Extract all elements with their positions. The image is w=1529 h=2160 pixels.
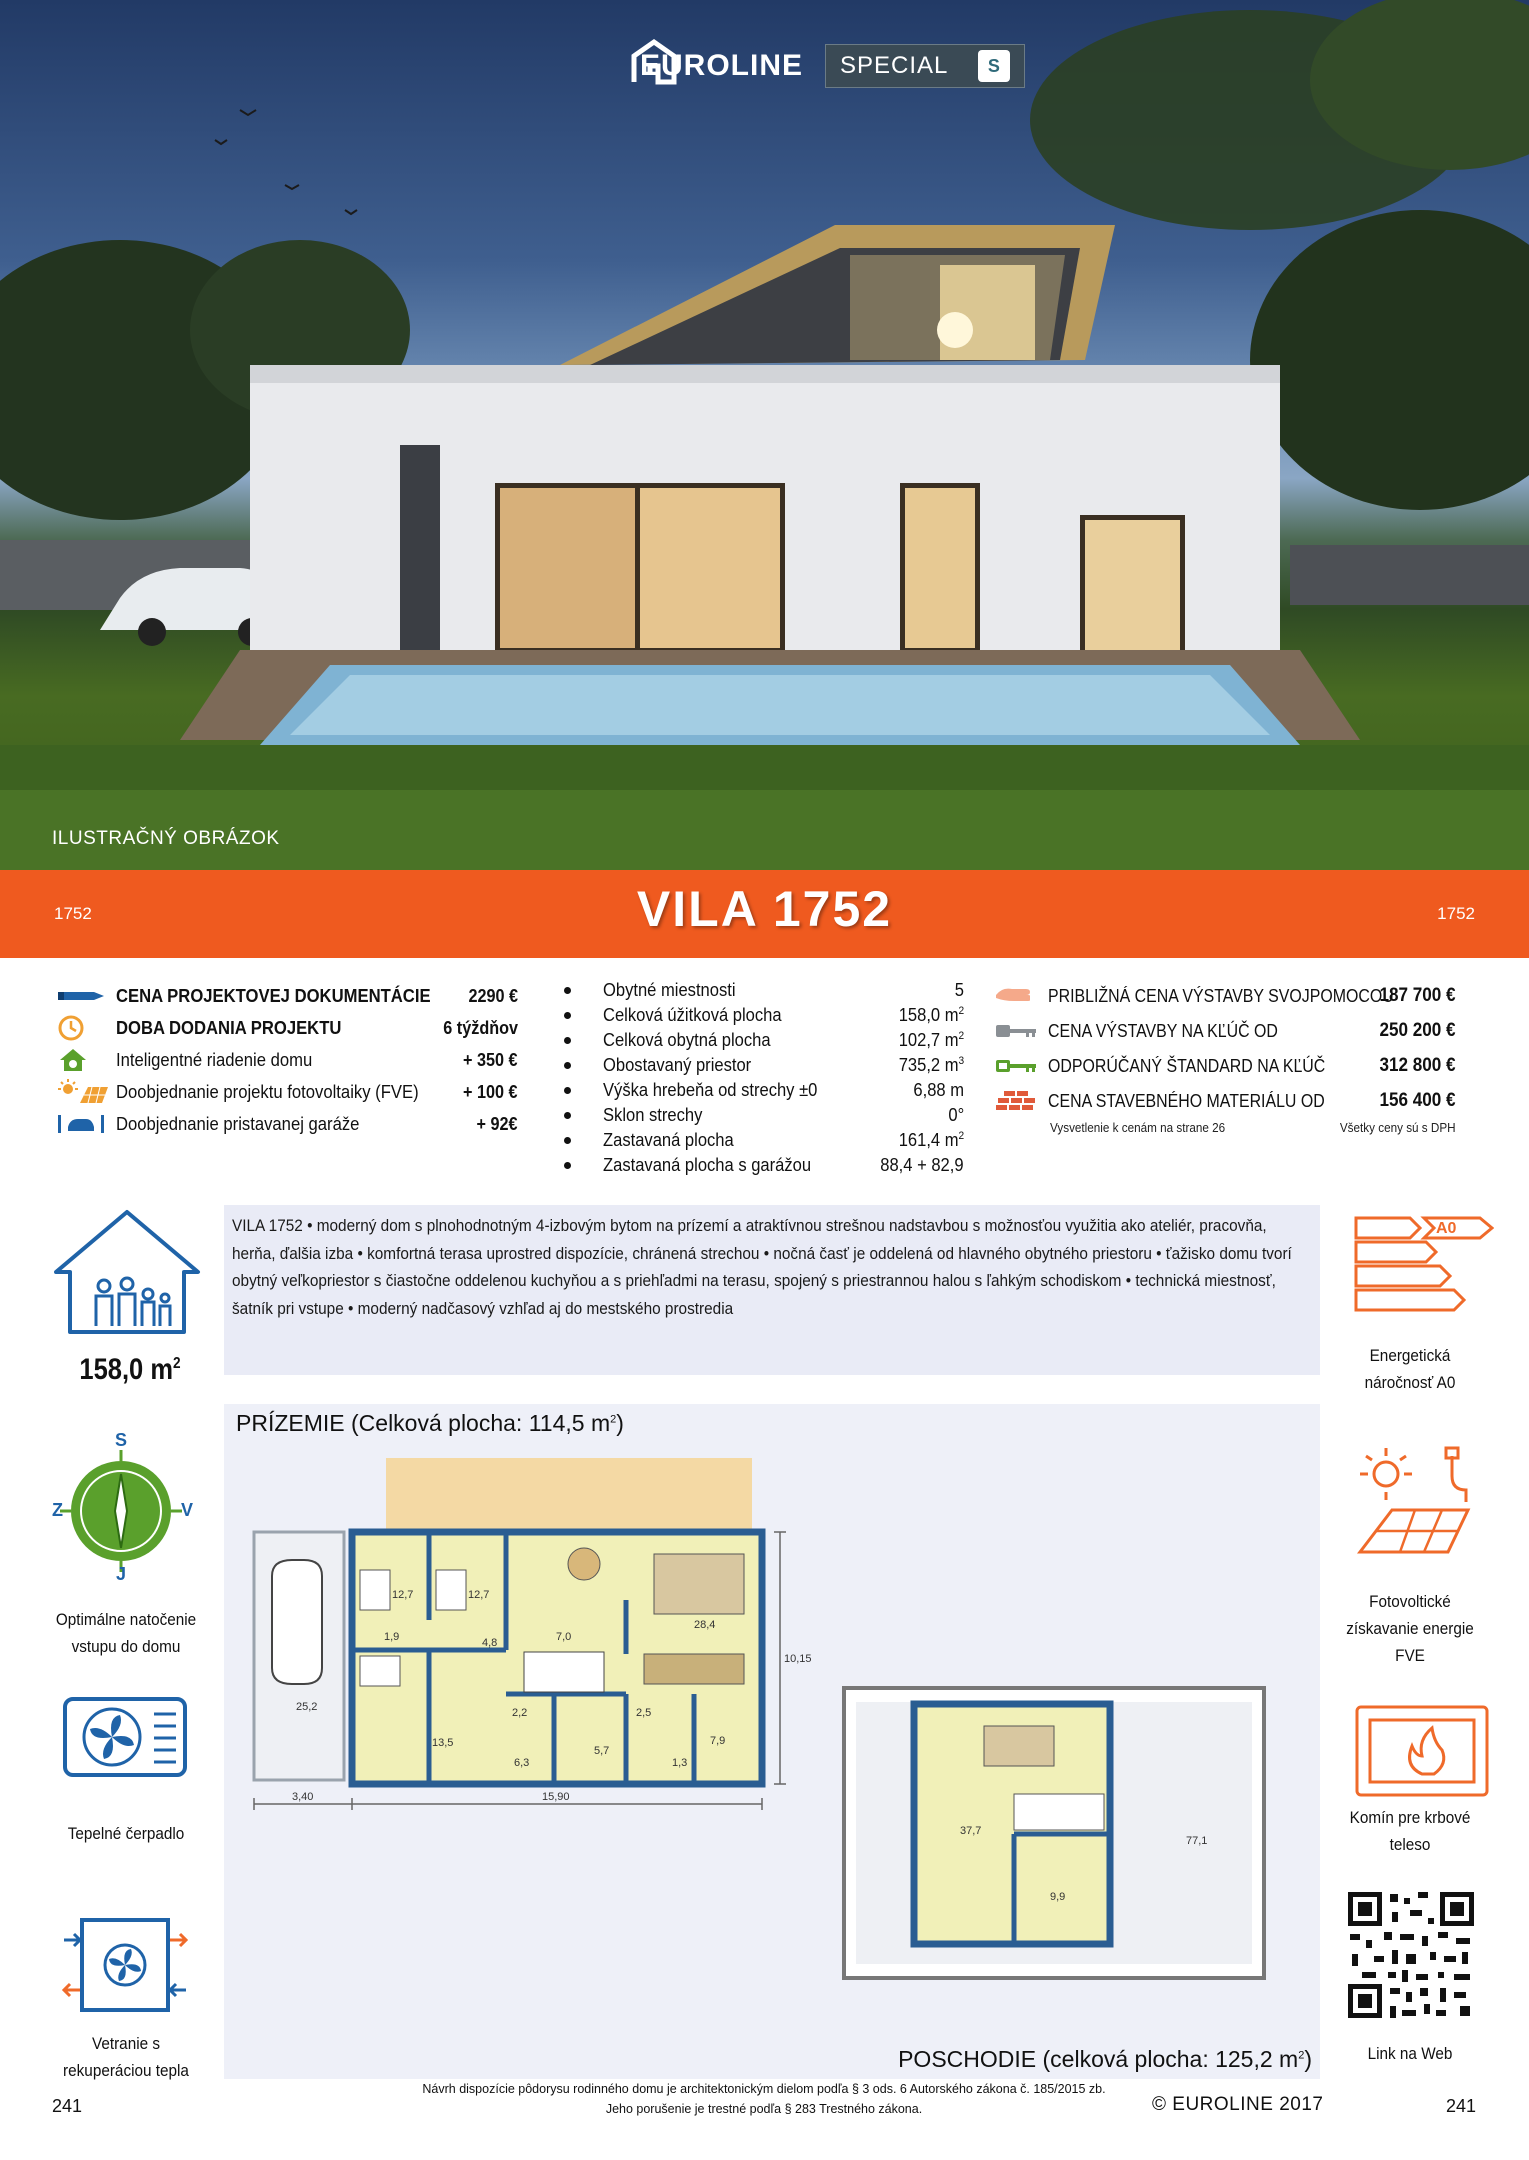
- ventilation-caption: Vetranie s rekuperáciou tepla: [63, 2034, 189, 2080]
- room-area: 2,5: [636, 1707, 652, 1719]
- room-area: 1,9: [384, 1631, 400, 1643]
- hero-image: [0, 0, 1529, 870]
- cost-row: [996, 978, 1456, 1013]
- cost-explanation-note: Vysvetlenie k cenám na strane 26: [1050, 1120, 1226, 1135]
- price-label: Doobjednanie projektu fotovoltaiky (FVE): [116, 1081, 419, 1102]
- title-band: [0, 870, 1529, 958]
- cost-label: ODPORÚČANÝ ŠTANDARD NA KĽÚČ: [1048, 1054, 1326, 1076]
- upper-floor-title: POSCHODIE (celková plocha: 125,2 $m^2$): [898, 2046, 1312, 2072]
- cost-row: [996, 1048, 1456, 1083]
- special-badge: [825, 44, 1025, 88]
- param-label: Sklon strechy: [603, 1105, 703, 1125]
- room-area: 4,8: [482, 1637, 498, 1649]
- description-box: [224, 1205, 1320, 1375]
- house-parameters: [556, 978, 964, 1178]
- recuperation-icon: [62, 1910, 188, 2020]
- cost-value: 250 200 €: [1379, 1019, 1456, 1041]
- room-area: 77,1: [1186, 1835, 1208, 1847]
- compass-north: S: [115, 1430, 128, 1450]
- param-row: [556, 1078, 964, 1103]
- param-value: 6,88 m: [913, 1080, 964, 1100]
- price-label: DOBA DODANIA PROJEKTU: [116, 1017, 342, 1038]
- room-area: 7,0: [556, 1631, 572, 1643]
- hand-icon: [996, 983, 1048, 1009]
- smart-home-icon: [58, 1047, 116, 1073]
- cost-value: 312 800 €: [1379, 1054, 1456, 1076]
- param-row: [556, 1153, 964, 1178]
- param-label: Obytné miestnosti: [603, 980, 736, 1000]
- floor-plans: [224, 1404, 1320, 2079]
- house-illustration: [0, 0, 1529, 870]
- param-value: 102,7 m: [898, 1030, 959, 1050]
- param-value: 158,0 m: [898, 1005, 959, 1025]
- param-row: [556, 978, 964, 1003]
- room-area: 1,3: [672, 1757, 688, 1769]
- room-area: 2,2: [512, 1707, 528, 1719]
- param-row: Zastavaná plocha 161,4 $m^2$: [556, 1128, 964, 1153]
- key-green-icon: [996, 1053, 1048, 1079]
- param-value: 735,2 m: [898, 1055, 959, 1075]
- dimension-label: 15,90: [542, 1791, 570, 1803]
- cost-label: CENA VÝSTAVBY NA KĽÚČ OD: [1048, 1019, 1278, 1041]
- room-area: 13,5: [432, 1737, 454, 1749]
- energy-class-label: A0: [1436, 1220, 1457, 1237]
- heat-pump-icon: [62, 1696, 188, 1778]
- cost-label: CENA STAVEBNÉHO MATERIÁLU OD: [1048, 1089, 1325, 1111]
- page-number-right: 241: [1446, 2096, 1477, 2116]
- price-row: [58, 1012, 518, 1044]
- price-label: Inteligentné riadenie domu: [116, 1049, 313, 1070]
- construction-cost-table: [996, 978, 1456, 1140]
- price-value: 6 týždňov: [443, 1017, 518, 1038]
- room-area: 6,3: [514, 1757, 530, 1769]
- dimension-label: 3,40: [292, 1791, 314, 1803]
- fireplace-caption: Komín pre krbové teleso: [1349, 1808, 1471, 1854]
- param-row: Celková obytná plocha 102,7 $m^2$: [556, 1028, 964, 1053]
- cost-value: 187 700 €: [1379, 984, 1456, 1006]
- qr-caption[interactable]: Link na Web: [1367, 2044, 1453, 2063]
- room-area: 7,9: [710, 1735, 726, 1747]
- param-value: 88,4 + 82,9: [880, 1155, 964, 1175]
- cost-value: 156 400 €: [1379, 1089, 1456, 1111]
- param-label: Zastavaná plocha s garážou: [603, 1155, 812, 1175]
- page-number-left: 241: [52, 2096, 83, 2116]
- copyright-note: [300, 2079, 1228, 2119]
- description-text: VILA 1752 • moderný dom s plnohodnotným 4-izbovým bytom na prízemí a atraktívnou strešnou nadstavbou s možnosťou využitia ako ateliér, pracovňa, herňa, ďalšia izba • komfortná terasa uprostred dispozície, chránená strechou • nočná časť je oddelená od hlavného obytného priestoru • ťažisko domu tvorí obytný veľkopriestor s čiastočne oddelenou kuchyňou a s priehľadmi na terasu, spojený s priestrannou halou s ľahkým schodiskom • technická miestnosť, šatník pri vstupe • moderný nadčasový vzhľad aj do mestského prostredia: [232, 1217, 1292, 1318]
- param-label: Zastavaná plocha: [603, 1130, 734, 1150]
- price-label: Doobjednanie pristavanej garáže: [116, 1113, 360, 1134]
- ground-floor-title: PRÍZEMIE (Celková plocha: 114,5 $m^2$): [236, 1410, 624, 1436]
- brand-name: EUROLINE: [640, 49, 804, 82]
- energy-caption: Energetická náročnosť A0: [1364, 1346, 1456, 1392]
- project-code-right: 1752: [1437, 904, 1475, 923]
- param-label: Celková obytná plocha: [603, 1030, 771, 1050]
- pencil-icon: [58, 983, 116, 1009]
- room-area: 9,9: [1050, 1891, 1066, 1903]
- solar-panel-icon: [58, 1079, 116, 1105]
- param-value: 0°: [948, 1105, 964, 1125]
- price-row: [58, 1076, 518, 1108]
- photovoltaic-caption: Fotovoltické získavanie energie FVE: [1346, 1592, 1474, 1665]
- clock-icon: [58, 1015, 116, 1041]
- room-area: 37,7: [960, 1825, 982, 1837]
- cost-row: [996, 1083, 1456, 1118]
- compass-south: J: [116, 1564, 127, 1584]
- special-s-icon: S: [978, 50, 1010, 82]
- compass-west: Z: [52, 1500, 63, 1520]
- cost-label: PRIBLIŽNÁ CENA VÝSTAVBY SVOJPOMOCOU: [1048, 984, 1394, 1006]
- special-label: SPECIAL: [840, 52, 949, 79]
- floor-plan-drawing: [224, 1404, 1320, 2079]
- photovoltaic-icon: [1352, 1446, 1492, 1556]
- project-code-left: 1752: [54, 904, 92, 923]
- price-value: 2290 €: [468, 985, 518, 1006]
- key-grey-icon: [996, 1018, 1048, 1044]
- dimension-label: 10,15: [784, 1653, 812, 1665]
- illustration-caption: ILUSTRAČNÝ OBRÁZOK: [52, 828, 280, 849]
- house-logo-icon: [630, 38, 678, 86]
- copyright: © EUROLINE 2017: [1152, 2094, 1324, 2115]
- car-outline: [272, 1560, 322, 1684]
- cost-row: [996, 1013, 1456, 1048]
- total-area: 158,0 $m^2$: [79, 1353, 181, 1386]
- copyright-line-2: Jeho porušenie je trestné podľa § 283 Trestného zákona.: [605, 2102, 923, 2116]
- param-row: [556, 1103, 964, 1128]
- project-title: VILA 1752: [636, 881, 893, 937]
- family-house-icon: [52, 1208, 202, 1336]
- heat-pump-caption: Tepelné čerpadlo: [67, 1824, 185, 1843]
- bricks-icon: [996, 1088, 1048, 1114]
- room-area: 5,7: [594, 1745, 610, 1757]
- energy-class-icon: [1354, 1214, 1494, 1326]
- price-label: CENA PROJEKTOVEJ DOKUMENTÁCIE: [116, 985, 431, 1006]
- param-row: Obostavaný priestor 735,2 $m^3$: [556, 1053, 964, 1078]
- project-price-table: [58, 980, 518, 1140]
- room-area: 25,2: [296, 1701, 318, 1713]
- vat-note: Všetky ceny sú s DPH: [1340, 1120, 1456, 1135]
- cost-notes: [996, 1120, 1456, 1140]
- price-value: + 350 €: [463, 1049, 518, 1070]
- param-label: Výška hrebeňa od strechy ±0: [603, 1080, 818, 1100]
- orientation-caption: Optimálne natočenie vstupu do domu: [55, 1610, 197, 1656]
- compass-east: V: [181, 1500, 194, 1520]
- param-value: 161,4 m: [898, 1130, 959, 1150]
- copyright-line-1: Návrh dispozície pôdorysu rodinného domu je architektonickým dielom podľa § 3 ods. 6 Autorského zákona č. 185/2015 zb.: [422, 2082, 1106, 2096]
- price-row: [58, 1044, 518, 1076]
- price-row: [58, 980, 518, 1012]
- param-label: Obostavaný priestor: [603, 1055, 752, 1075]
- price-value: + 92€: [477, 1113, 518, 1134]
- room-area: 12,7: [392, 1589, 414, 1601]
- price-value: + 100 €: [463, 1081, 518, 1102]
- room-area: 28,4: [694, 1619, 716, 1631]
- param-label: Celková úžitková plocha: [603, 1005, 782, 1025]
- fireplace-icon: [1354, 1704, 1490, 1798]
- param-value: 5: [954, 980, 964, 1000]
- euroline-logo: [630, 38, 1025, 94]
- param-row: Celková úžitková plocha 158,0 $m^2$: [556, 1003, 964, 1028]
- qr-code[interactable]: [1344, 1888, 1478, 2022]
- garage-car-icon: [58, 1111, 116, 1137]
- price-row: [58, 1108, 518, 1140]
- room-area: 12,7: [468, 1589, 490, 1601]
